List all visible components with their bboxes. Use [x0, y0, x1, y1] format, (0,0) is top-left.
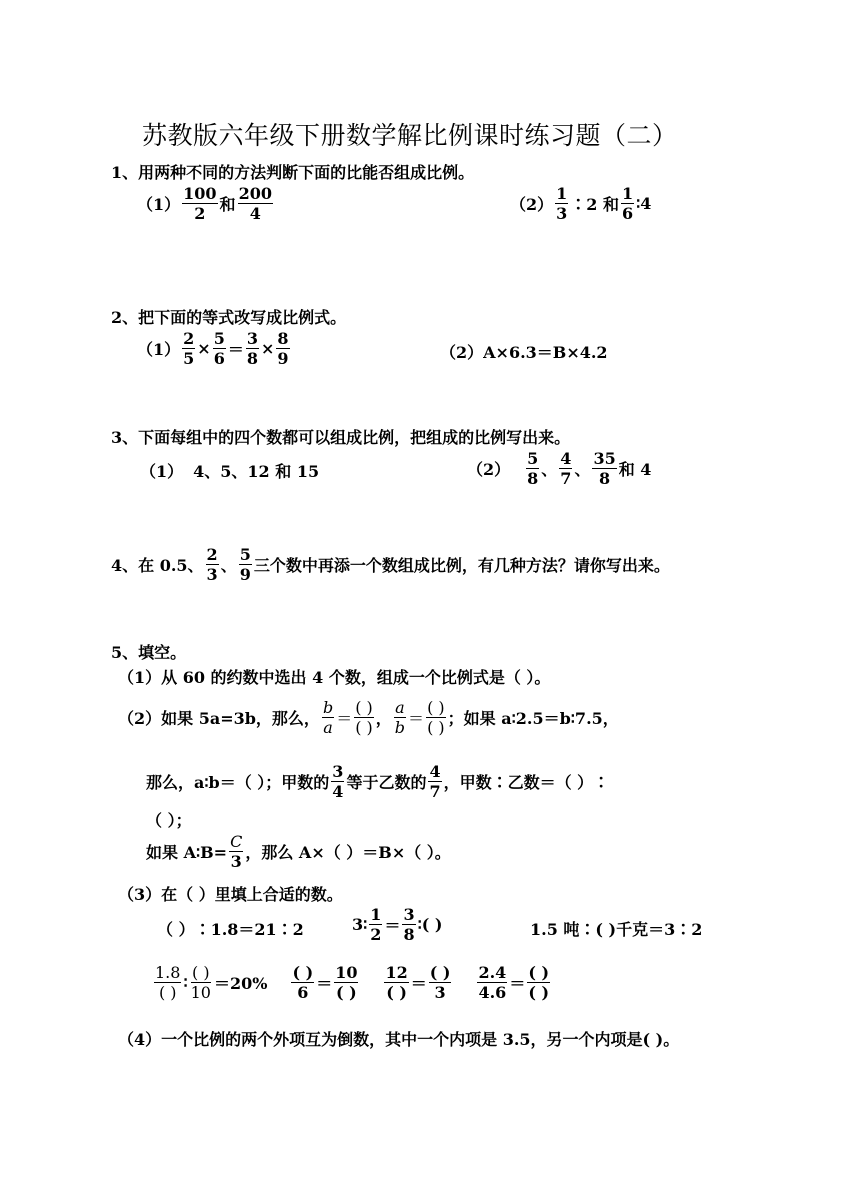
operator: ＝	[410, 974, 427, 993]
operator: ＝	[336, 709, 353, 728]
question-5-line-6: （3）在（ ）里填上合适的数。	[118, 885, 343, 904]
fraction: $\frac{2}{5}$	[183, 329, 195, 368]
question-3-text: 3、下面每组中的四个数都可以组成比例，把组成的比例写出来。	[111, 428, 571, 447]
fraction: $\frac{8}{9}$	[277, 329, 289, 368]
text-segment: ，甲数∶乙数＝（ ）∶	[443, 773, 610, 792]
fraction: $\frac{2.4}{4.6}$	[478, 963, 507, 1002]
blank-fraction[interactable]: $\frac{( )}{( )}$	[355, 698, 373, 737]
question-5-line-3	[146, 762, 609, 801]
text-segment: （2）如果 5a=3b，那么，	[118, 709, 320, 728]
blank-fraction[interactable]: $\frac{( )}{3}$	[429, 963, 451, 1002]
part-label: （2）	[510, 195, 554, 214]
equation-text: A×6.3＝B×4.2	[483, 343, 608, 362]
text-segment: ＝20%	[213, 974, 268, 993]
separator: ，	[375, 709, 392, 728]
conjunction: 和	[219, 195, 236, 214]
blank-fraction[interactable]: $\frac{12}{( )}$	[385, 963, 408, 1002]
separator: 、	[541, 460, 558, 479]
text-segment: 如果 A∶B=	[146, 843, 228, 862]
blank-fraction[interactable]: $\frac{( )}{10}$	[190, 963, 211, 1002]
operator: ×	[197, 339, 211, 358]
fraction: $\frac{a}{b}$	[394, 698, 406, 737]
blank-fraction[interactable]: $\frac{10}{( )}$	[335, 963, 358, 1002]
fraction: $\frac{3}{8}$	[246, 329, 258, 368]
part-label: （1）	[137, 195, 181, 214]
question-5-text: 5、填空。	[111, 643, 187, 662]
question-5-line-5	[146, 832, 451, 871]
question-5-line-2	[118, 698, 619, 737]
fraction: $\frac{4}{7}$	[429, 762, 441, 801]
fraction: $\frac{1}{3}$	[556, 184, 568, 223]
part-label: （2）	[467, 460, 511, 479]
question-5-line-4: （ ）；	[146, 811, 192, 830]
fraction: $\frac{b}{a}$	[322, 698, 334, 737]
operator: ＝	[509, 974, 526, 993]
operator: ∶	[183, 973, 188, 992]
question-1-part-1	[137, 184, 275, 223]
fraction: $\frac{C}{3}$	[230, 832, 243, 871]
operator: ＝	[384, 916, 401, 935]
page-title: 苏教版六年级下册数学解比例课时练习题（二）	[142, 121, 678, 150]
fraction: $\frac{3}{4}$	[332, 762, 344, 801]
part-label: （1）	[137, 340, 181, 359]
text-segment: 3∶	[352, 915, 368, 934]
question-1-text: 1、用两种不同的方法判断下面的比能否组成比例。	[111, 163, 475, 182]
number-list: 4、5、12 和 15	[193, 462, 320, 481]
operator: ＝	[316, 974, 333, 993]
question-5-line-9: （4）一个比例的两个外项互为倒数，其中一个内项是 3.5，另一个内项是( )。	[118, 1030, 680, 1049]
operator: ＝	[408, 709, 425, 728]
fraction: $\frac{5}{9}$	[239, 545, 251, 584]
question-5-line-8	[152, 963, 552, 1002]
question-5-item-c: 1.5 吨∶( )千克＝3∶2	[530, 920, 703, 939]
conjunction: 和 4	[618, 460, 652, 479]
blank-fraction[interactable]: $\frac{( )}{6}$	[292, 963, 314, 1002]
blank-fraction[interactable]: $\frac{1.8}{( )}$	[155, 963, 181, 1002]
ratio-text: ∶4	[636, 194, 652, 213]
text-segment: ；如果 a∶2.5＝b∶7.5，	[447, 709, 619, 728]
text-segment: ∶( )	[417, 915, 443, 934]
question-2-part-2	[440, 340, 608, 363]
question-2-text: 2、把下面的等式改写成比例式。	[111, 308, 347, 327]
ratio-text: ∶2 和	[570, 195, 619, 214]
blank-fraction[interactable]: $\frac{( )}{( )}$	[427, 698, 445, 737]
fraction: $\frac{200}{4}$	[238, 184, 272, 223]
fraction: $\frac{3}{8}$	[403, 905, 415, 944]
question-2-part-1	[137, 329, 292, 368]
separator: 、	[220, 556, 237, 575]
text-segment: 那么，a∶b＝（ ）；甲数的	[146, 773, 330, 792]
part-label: （2）	[440, 343, 484, 362]
text-segment: 三个数中再添一个数组成比例，有几种方法？请你写出来。	[253, 556, 670, 575]
text-segment: 等于乙数的	[346, 773, 427, 792]
fraction: $\frac{1}{6}$	[622, 184, 634, 223]
fraction: $\frac{100}{2}$	[183, 184, 217, 223]
text-segment: ，那么 A×（ ）＝B×（ ）。	[245, 843, 451, 862]
question-1-part-2	[510, 184, 651, 223]
blank-fraction[interactable]: $\frac{( )}{( )}$	[528, 963, 550, 1002]
separator: 、	[574, 460, 591, 479]
part-label: （1）	[140, 462, 184, 481]
fraction: $\frac{5}{8}$	[527, 449, 539, 488]
fraction: $\frac{1}{2}$	[370, 905, 382, 944]
text-segment: 4、在 0.5、	[111, 556, 204, 575]
fraction: $\frac{4}{7}$	[560, 449, 572, 488]
operator: ×	[260, 339, 275, 358]
question-5-item-a: （ ）∶1.8＝21∶2	[157, 920, 304, 939]
fraction: $\frac{35}{8}$	[593, 449, 616, 488]
question-5-item-b	[352, 905, 442, 944]
question-4-text	[111, 545, 670, 584]
question-5-line-1: （1）从 60 的约数中选出 4 个数，组成一个比例式是（ ）。	[118, 668, 551, 687]
question-3-part-2	[467, 449, 651, 488]
fraction: $\frac{5}{6}$	[213, 329, 225, 368]
fraction: $\frac{2}{3}$	[206, 545, 218, 584]
operator: ＝	[227, 340, 244, 359]
question-3-part-1	[140, 459, 319, 482]
